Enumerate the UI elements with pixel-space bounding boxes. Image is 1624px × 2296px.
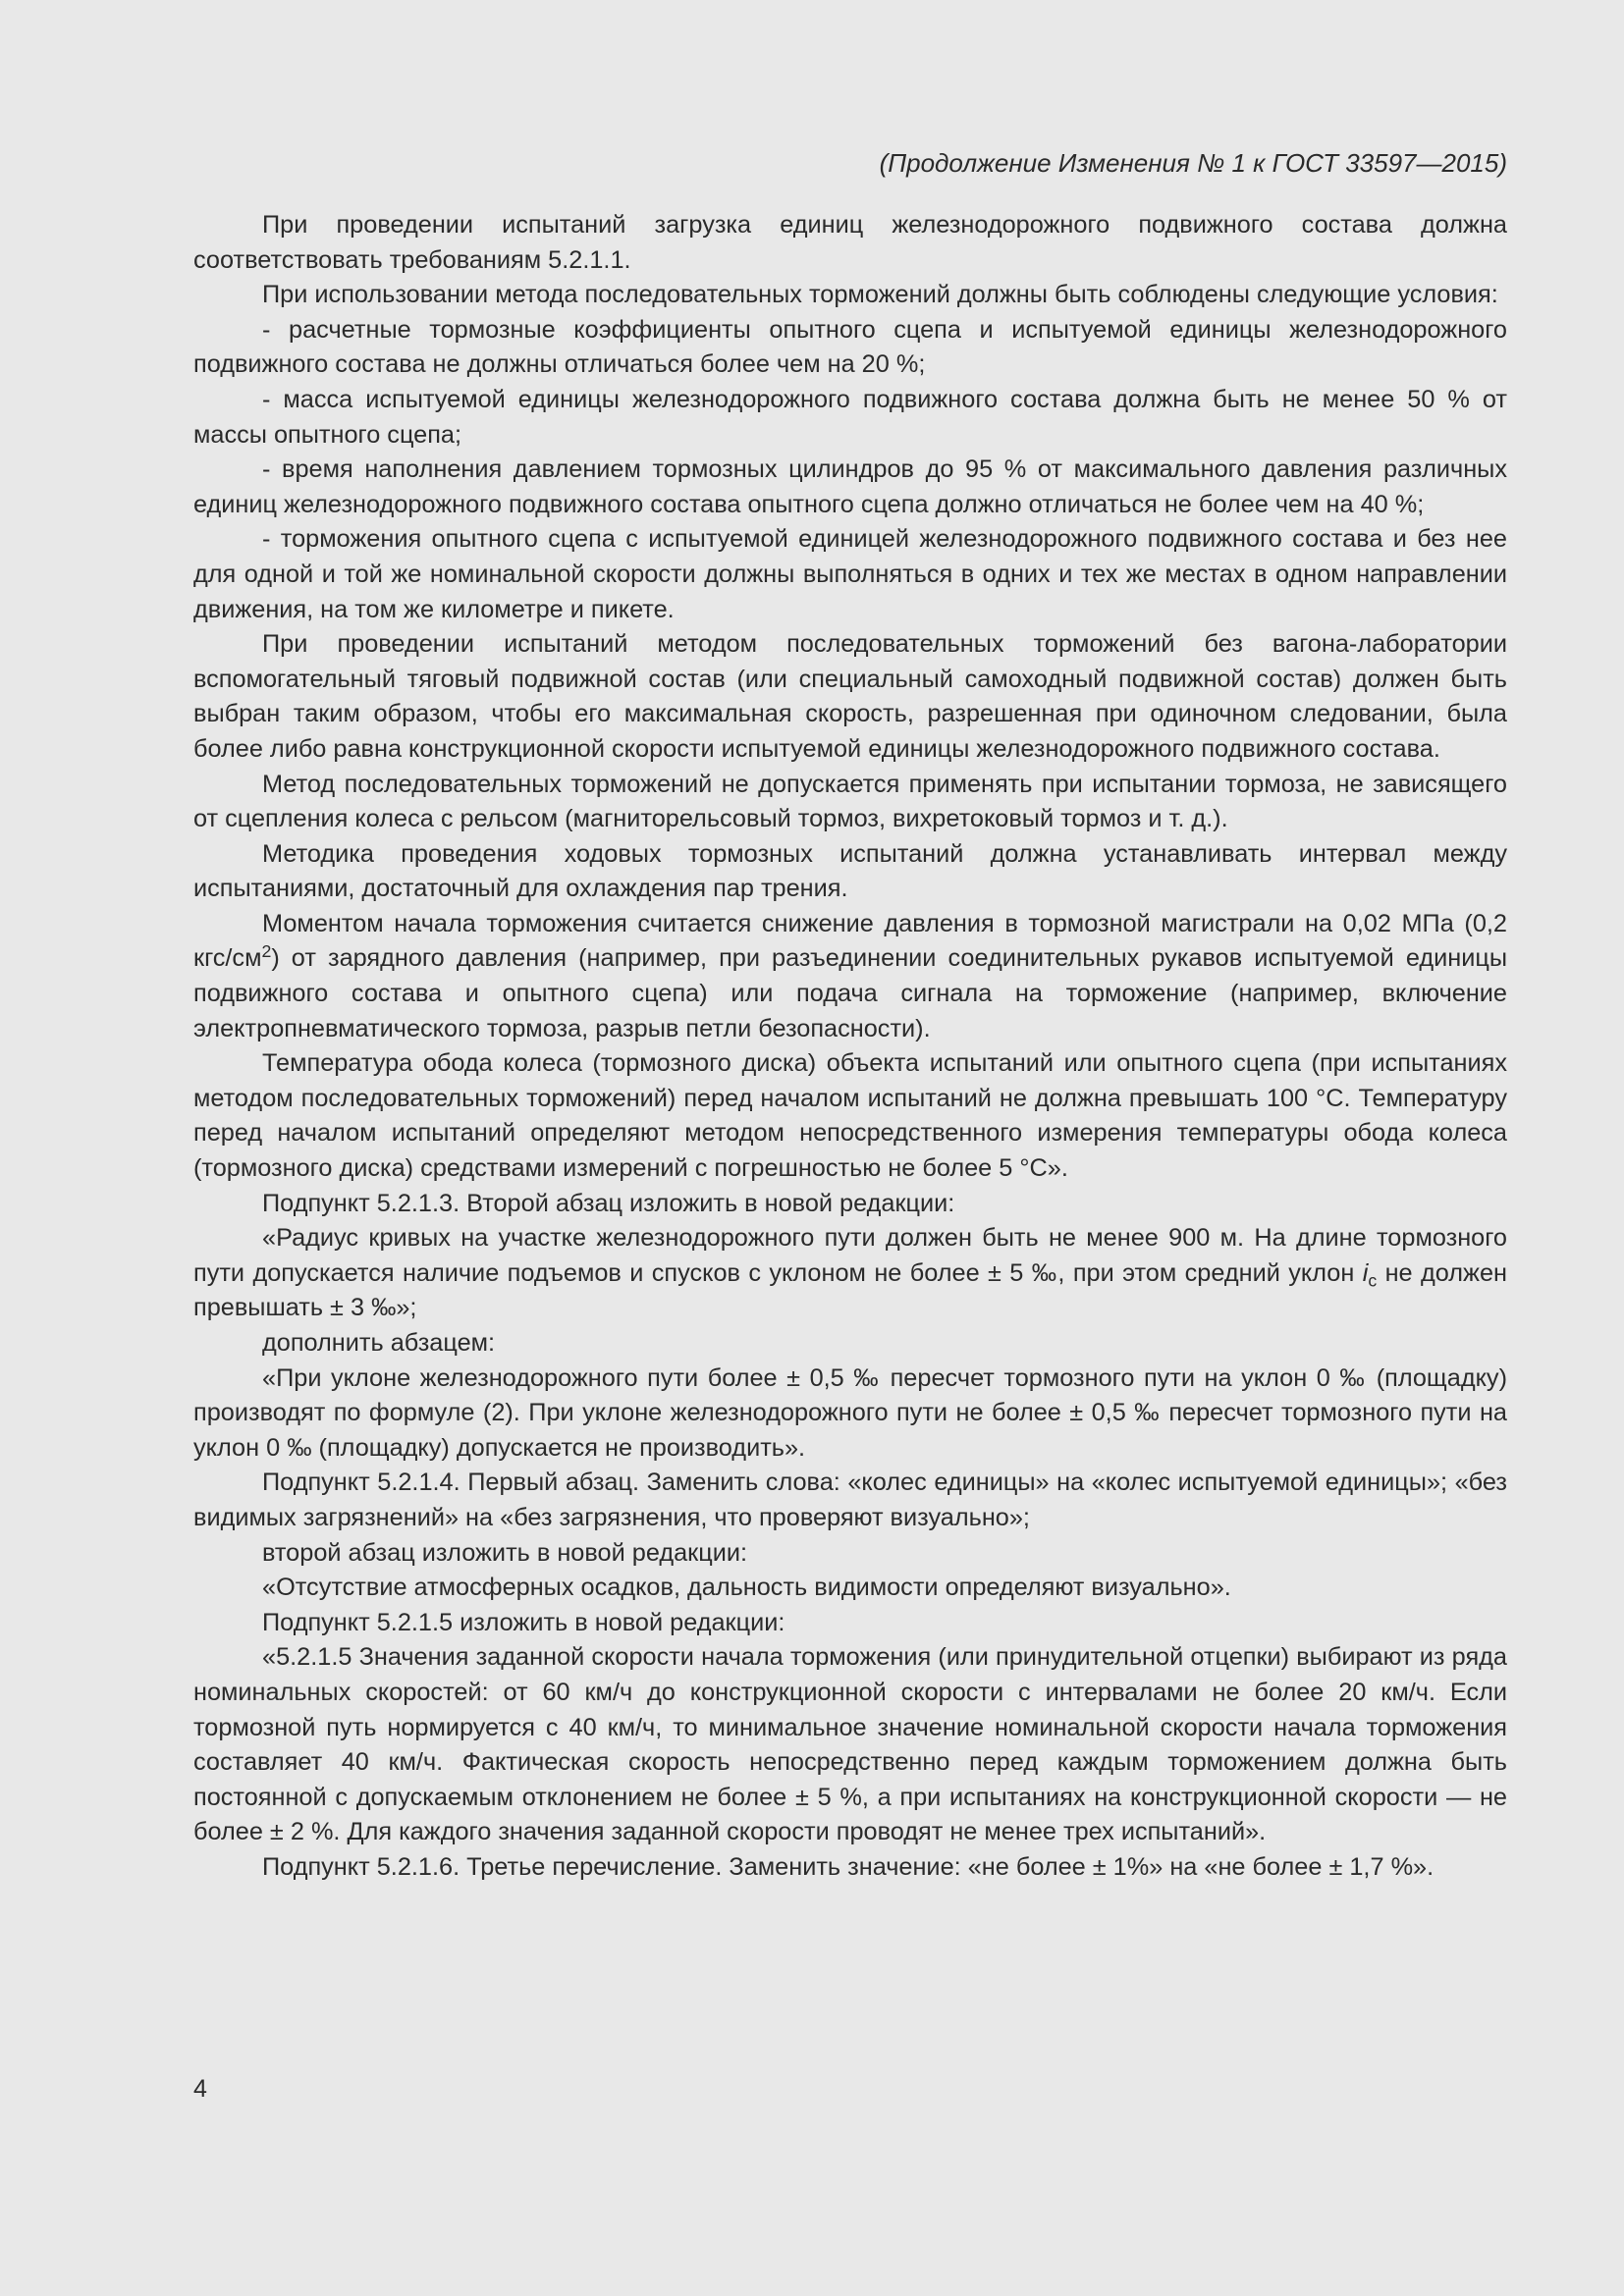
paragraph-temperature: Температура обода колеса (тормозного диска) объекта испытаний или опытного сцепа (при испытаниях методом последовательных торможений) перед началом испытаний не должна превышать 100 °С. Температуру перед началом испытаний определяют методом непосредственного измерения температуры обода колеса (тормозного диска) средствами измерений с погрешностью не более 5 °С». xyxy=(193,1049,1507,1183)
paragraph: «Отсутствие атмосферных осадков, дальность видимости определяют визуально». xyxy=(262,1574,1231,1602)
paragraph-subclause-5213: Подпункт 5.2.1.3. Второй абзац изложить в новой редакции: xyxy=(262,1189,955,1217)
paragraph: дополнить абзацем: xyxy=(262,1329,496,1357)
paragraph: Подпункт 5.2.1.6. Третье перечисление. Заменить значение: «не более ± 1%» на «не более ± 1,7 %». xyxy=(262,1852,1435,1881)
superscript: 2 xyxy=(261,941,272,962)
text-segment: не должен превышать ± 3 ‰»; xyxy=(193,1258,1507,1322)
text-segment: ) от зарядного давления (например, при разъединении соединительных рукавов испытуемой единицы подвижного состава и опытного сцепа) или подача сигнала на торможение (например, включение электропневматического тормоза, разрыв петли безопасности). xyxy=(193,944,1507,1042)
paragraph: Подпункт 5.2.1.5 изложить в новой редакции: xyxy=(262,1608,785,1636)
paragraph: второй абзац изложить в новой редакции: xyxy=(262,1538,748,1567)
list-item: - масса испытуемой единицы железнодорожного подвижного состава должна быть не менее 50 % от массы опытного сцепа; xyxy=(193,385,1507,449)
page-number: 4 xyxy=(193,2075,207,2103)
document-body xyxy=(193,208,1507,1886)
paragraph: Подпункт 5.2.1.4. Первый абзац. Заменить слова: «колес единицы» на «колес испытуемой единицы»; «без видимых загрязнений» на «без загрязнения, что проверяют визуально»; xyxy=(193,1468,1507,1531)
list-item: - торможения опытного сцепа с испытуемой единицей железнодорожного подвижного состава и без нее для одной и той же номинальной скорости должны выполняться в одних и тех же местах в одном направлении движения, на том же километре и пикете. xyxy=(193,525,1507,623)
page-header: (Продолжение Изменения № 1 к ГОСТ 33597—2015) xyxy=(879,148,1507,178)
paragraph-radius xyxy=(193,1221,1507,1326)
paragraph: «При уклоне железнодорожного пути более ± 0,5 ‰ пересчет тормозного пути на уклон 0 ‰ (площадку) производят по формуле (2). При уклоне железнодорожного пути не более ± 0,5 ‰ пересчет тормозного пути на уклон 0 ‰ (площадку) допускается не производить». xyxy=(193,1363,1507,1462)
variable-i: i xyxy=(1362,1258,1369,1287)
paragraph: При проведении испытаний методом последовательных торможений без вагона-лаборатории вспомогательный тяговый подвижной состав (или специальный самоходный подвижной состав) должен быть выбран таким образом, чтобы его максимальная скорость, разрешенная при одиночном следовании, была более либо равна конструкционной скорости испытуемой единицы железнодорожного подвижного состава. xyxy=(193,630,1507,763)
paragraph-braking-moment xyxy=(193,907,1507,1046)
paragraph: Методика проведения ходовых тормозных испытаний должна устанавливать интервал между испытаниями, достаточный для охлаждения пар трения. xyxy=(193,839,1507,903)
text-segment: «Радиус кривых на участке железнодорожного пути должен быть не менее 900 м. На длине тормозного пути допускается наличие подъемов и спусков с уклоном не более ± 5 ‰, при этом средний уклон xyxy=(193,1224,1507,1287)
text-segment: Моментом начала торможения считается снижение давления в тормозной магистрали на 0,02 МПа (0,2 кгс/см xyxy=(193,909,1507,973)
subscript: c xyxy=(1368,1270,1378,1291)
list-item: - время наполнения давлением тормозных цилиндров до 95 % от максимального давления различных единиц железнодорожного подвижного состава опытного сцепа должно отличаться не более чем на 40 %; xyxy=(193,455,1507,518)
paragraph: Метод последовательных торможений не допускается применять при испытании тормоза, не зависящего от сцепления колеса с рельсом (магниторельсовый тормоз, вихретоковый тормоз и т. д.). xyxy=(193,770,1507,833)
paragraph: «5.2.1.5 Значения заданной скорости начала торможения (или принудительной отцепки) выбирают из ряда номинальных скоростей: от 60 км/ч до конструкционной скорости с интервалами не более 20 км/ч. Если тормозной путь нормируется с 40 км/ч, то минимальное значение номинальной скорости начала торможения составляет 40 км/ч. Фактическая скорость непосредственно перед каждым торможением должна быть постоянной с допускаемым отклонением не более ± 5 %, а при испытаниях на конструкционной скорости — не более ± 2 %. Для каждого значения заданной скорости проводят не менее трех испытаний». xyxy=(193,1643,1507,1846)
paragraph: При использовании метода последовательных торможений должны быть соблюдены следующие условия: xyxy=(262,281,1498,309)
list-item: - расчетные тормозные коэффициенты опытного сцепа и испытуемой единицы железнодорожного подвижного состава не должны отличаться более чем на 20 %; xyxy=(193,315,1507,379)
paragraph: При проведении испытаний загрузка единиц железнодорожного подвижного состава должна соответствовать требованиям 5.2.1.1. xyxy=(193,211,1507,274)
